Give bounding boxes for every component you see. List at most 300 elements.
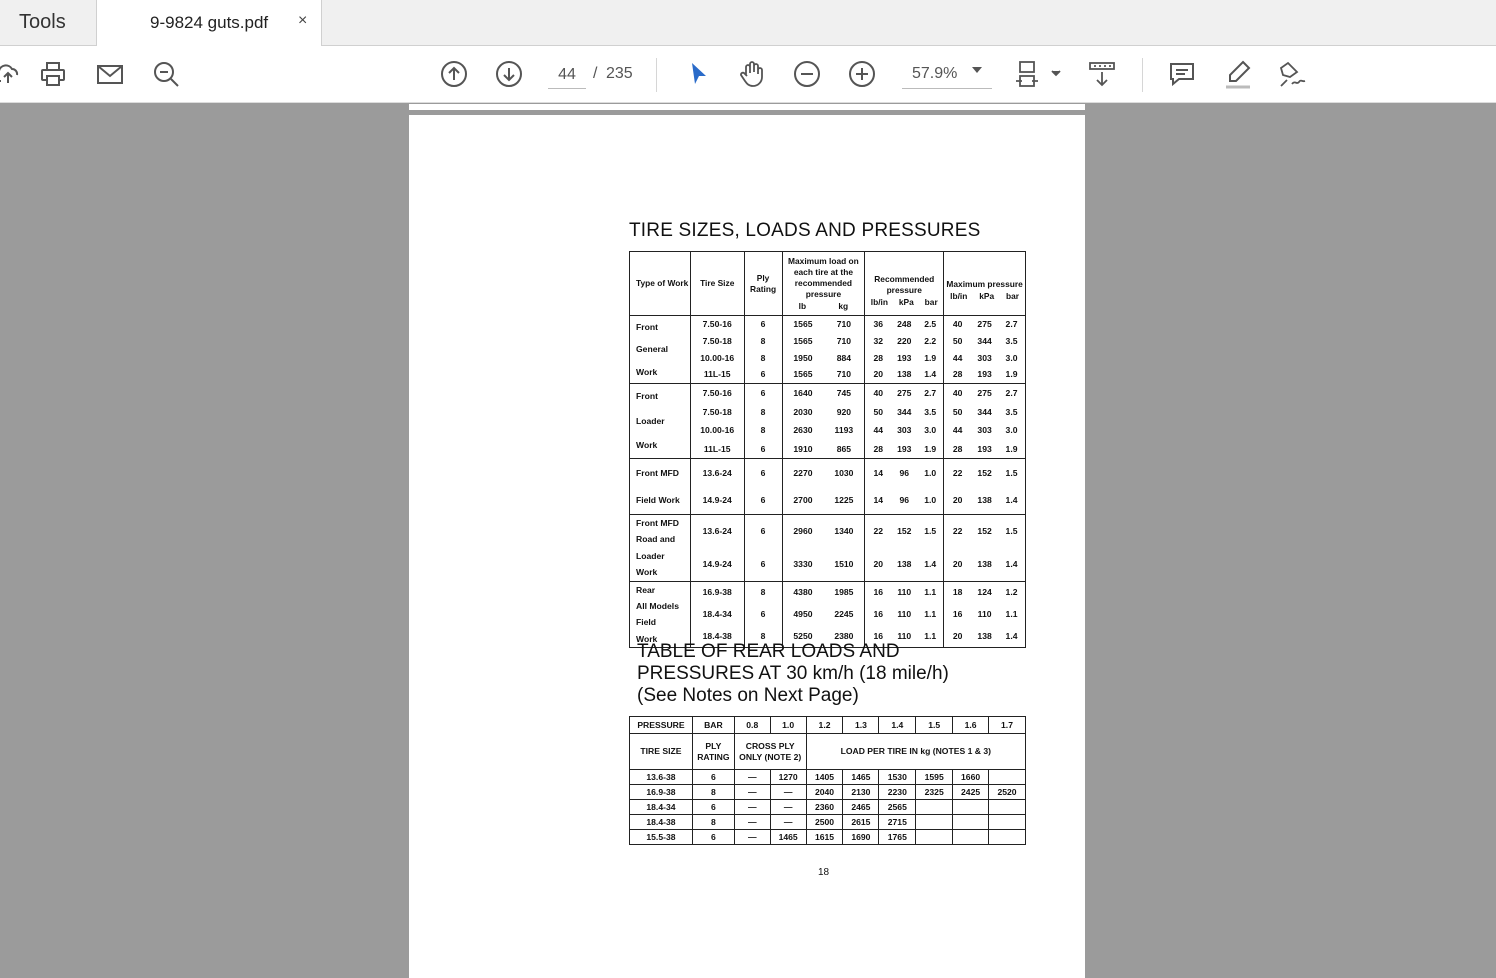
work-type-label: Front MFD [636, 518, 679, 528]
cell-value: 1510 [834, 559, 854, 570]
cell-value: 8 [760, 406, 766, 417]
data-cell [782, 459, 865, 515]
table-cell: — [734, 800, 770, 815]
cell-value: 2.7 [1005, 388, 1018, 399]
page-title: TIRE SIZES, LOADS AND PRESSURES [629, 220, 981, 241]
table-header-row [630, 252, 1026, 316]
sign-icon[interactable] [1277, 58, 1309, 90]
data-cell [744, 515, 782, 582]
fit-page-icon[interactable] [1014, 58, 1062, 90]
cell-value: 22 [952, 526, 963, 537]
table-cell: 2465 [843, 800, 879, 815]
data-cell [744, 459, 782, 515]
table-cell: 2715 [879, 815, 916, 830]
cross-ply-header: CROSS PLY ONLY (NOTE 2) [734, 734, 806, 770]
col-header: Type of Work [630, 252, 691, 316]
table-cell: 1465 [843, 770, 879, 785]
table-cell: 2615 [843, 815, 879, 830]
zoom-out-icon[interactable] [791, 58, 823, 90]
title-line: (See Notes on Next Page) [637, 685, 859, 706]
table-cell: 2520 [989, 785, 1026, 800]
cell-value: 40 [952, 388, 963, 399]
cell-value: 8 [760, 425, 766, 436]
work-type-cell [630, 581, 691, 648]
table-row-group [630, 316, 1026, 384]
cell-value: 32 [873, 335, 884, 346]
zoom-value: 57.9% [912, 65, 958, 82]
cell-value: 1.1 [924, 631, 937, 642]
data-cell [690, 316, 744, 384]
data-cell [782, 316, 865, 384]
work-type-label: Front [636, 321, 658, 332]
table-cell: 1530 [879, 770, 916, 785]
table-cell: 1270 [770, 770, 806, 785]
cell-value: 14.9-24 [702, 495, 732, 506]
search-zoom-icon[interactable] [150, 58, 182, 90]
work-type-label: Work [636, 567, 658, 578]
cell-value: 2270 [793, 467, 813, 478]
page-up-icon[interactable] [438, 58, 470, 90]
work-type-label: Front [636, 391, 658, 402]
table-cell: 1595 [916, 770, 953, 785]
email-icon[interactable] [94, 58, 126, 90]
cell-value: 745 [836, 388, 852, 399]
cell-value: 138 [977, 559, 992, 570]
table-row [630, 785, 1026, 800]
hand-icon[interactable] [736, 58, 768, 90]
cell-value: 16.9-38 [702, 587, 732, 598]
scroll-mode-icon[interactable] [1086, 58, 1118, 90]
cell-value: 1.0 [924, 467, 937, 478]
work-type-label: Front MFD [636, 467, 679, 478]
table-cell: 18.4-38 [630, 815, 693, 830]
cell-value: 124 [977, 587, 992, 598]
cell-value: 1565 [793, 319, 813, 330]
cell-value: 1.0 [924, 495, 937, 506]
table-cell [953, 815, 989, 830]
cell-value: 3.5 [1005, 335, 1018, 346]
data-cell [865, 459, 944, 515]
cell-value: 1225 [834, 495, 854, 506]
cell-value: 3.5 [924, 406, 937, 417]
cell-value: 1985 [834, 587, 854, 598]
comment-icon[interactable] [1166, 58, 1198, 90]
cell-value: 1340 [834, 526, 854, 537]
table-cell: 2325 [916, 785, 953, 800]
cell-value: 110 [897, 631, 912, 642]
work-type-label: Field [636, 617, 657, 628]
work-type-cell [630, 316, 691, 384]
cell-value: 6 [760, 526, 766, 537]
cell-value: 152 [897, 526, 912, 537]
table-cell: 8 [692, 785, 734, 800]
cell-value: 1.5 [1005, 526, 1018, 537]
cell-value: 1.9 [1005, 369, 1018, 380]
cell-value: 1.4 [1005, 631, 1018, 642]
cell-value: 8 [760, 352, 766, 363]
work-type-label: Road and [636, 534, 676, 545]
data-cell [744, 316, 782, 384]
work-type-label: General [636, 344, 669, 355]
cell-value: 1565 [793, 369, 813, 380]
table-cell: 6 [692, 830, 734, 845]
cell-value: 275 [977, 388, 992, 399]
table-cell: 2130 [843, 785, 879, 800]
cell-value: 1.4 [924, 369, 937, 380]
cell-value: 193 [977, 369, 992, 380]
unit-label: kPa [979, 291, 995, 301]
title-line: PRESSURES AT 30 km/h (18 mile/h) [637, 663, 949, 684]
table-cell: 18.4-34 [630, 800, 693, 815]
cell-value: 193 [977, 443, 992, 454]
cell-value: 11L-15 [703, 369, 731, 380]
tab-document-label: 9-9824 guts.pdf [150, 13, 269, 32]
cell-value: 2630 [793, 425, 813, 436]
tab-close-button[interactable]: × [298, 12, 308, 29]
cell-value: 1640 [793, 388, 813, 399]
cell-value: 6 [760, 609, 766, 620]
cell-value: 303 [977, 425, 992, 436]
data-cell [865, 384, 944, 459]
cell-value: 16 [952, 609, 963, 620]
table-cell: — [734, 815, 770, 830]
cell-value: 44 [952, 352, 963, 363]
unit-label: bar [924, 296, 938, 307]
work-type-label: Loader [636, 550, 665, 561]
cell-value: 6 [760, 388, 766, 399]
pdf-page [409, 115, 1085, 978]
cell-value: 920 [836, 406, 852, 417]
table-cell: 2040 [806, 785, 843, 800]
table-cell [916, 815, 953, 830]
table-row-group [630, 384, 1026, 459]
data-cell [690, 459, 744, 515]
table-cell [989, 815, 1026, 830]
data-cell [690, 581, 744, 648]
work-type-label: Work [636, 440, 658, 451]
bar-label: BAR [692, 717, 734, 734]
data-cell [782, 384, 865, 459]
cell-value: 20 [952, 559, 963, 570]
table-cell: 2500 [806, 815, 843, 830]
table-row-group [630, 515, 1026, 582]
pressure-value: 1.6 [953, 717, 989, 734]
cell-value: 44 [873, 425, 884, 436]
table-cell: 6 [692, 770, 734, 785]
cell-value: 710 [836, 369, 852, 380]
cell-value: 1.4 [1005, 495, 1018, 506]
cell-value: 344 [977, 335, 992, 346]
table-cell: 1765 [879, 830, 916, 845]
cell-value: 275 [897, 388, 912, 399]
tab-tools[interactable]: Tools [0, 0, 97, 45]
ply-rating-header: PLY RATING [692, 734, 734, 770]
cell-value: 1910 [793, 443, 813, 454]
data-cell [865, 316, 944, 384]
cell-value: 138 [977, 495, 992, 506]
cell-value: 10.00-16 [700, 425, 735, 436]
cell-value: 96 [899, 495, 910, 506]
data-cell [944, 459, 1026, 515]
cell-value: 22 [952, 467, 963, 478]
work-type-label: Field Work [636, 495, 680, 506]
cell-value: 20 [952, 495, 963, 506]
cell-value: 2.7 [1005, 319, 1018, 330]
cell-value: 4380 [793, 587, 813, 598]
cell-value: 110 [897, 587, 912, 598]
cell-value: 275 [977, 319, 992, 330]
cell-value: 1.2 [1005, 587, 1018, 598]
page-down-icon[interactable] [493, 58, 525, 90]
unit-label: kPa [898, 296, 914, 307]
pressure-value: 1.7 [989, 717, 1026, 734]
page-number-input[interactable] [548, 61, 586, 89]
cell-value: 1.1 [1005, 609, 1018, 620]
table-cell: 1690 [843, 830, 879, 845]
cell-value: 7.50-16 [702, 319, 732, 330]
cell-value: 14.9-24 [702, 559, 732, 570]
data-cell [782, 581, 865, 648]
cell-value: 110 [977, 609, 992, 620]
cell-value: 303 [897, 425, 912, 436]
cell-value: 2.2 [924, 335, 937, 346]
unit-label: lb/in [950, 291, 968, 301]
zoom-select[interactable] [902, 61, 992, 89]
cell-value: 13.6-24 [702, 467, 732, 478]
cell-value: 1.4 [1005, 559, 1018, 570]
data-cell [782, 515, 865, 582]
cell-value: 8 [760, 587, 766, 598]
unit-label: lb/in [870, 296, 888, 307]
table-cell [916, 800, 953, 815]
pressure-value: 1.0 [770, 717, 806, 734]
load-header: LOAD PER TIRE IN kg (NOTES 1 & 3) [806, 734, 1025, 770]
cell-value: 2700 [793, 495, 813, 506]
data-cell [690, 384, 744, 459]
table-cell [916, 830, 953, 845]
cell-value: 2960 [793, 526, 813, 537]
chevron-down-icon[interactable] [972, 67, 982, 73]
table-row [630, 800, 1026, 815]
table-row-group [630, 581, 1026, 648]
cell-value: 6 [760, 369, 766, 380]
cell-value: 1950 [793, 352, 813, 363]
highlight-icon[interactable] [1222, 58, 1254, 90]
table-cell: 2565 [879, 800, 916, 815]
cell-value: 20 [952, 631, 963, 642]
col-header-label: Maximum pressure [946, 279, 1023, 289]
title-line: TABLE OF REAR LOADS AND [637, 641, 900, 662]
select-cursor-icon[interactable] [682, 58, 714, 90]
col-header-label: Maximum load on each tire at the recommended pressure [788, 255, 859, 299]
table-cell: 1465 [770, 830, 806, 845]
cell-value: 2.7 [924, 388, 937, 399]
cell-value: 6 [760, 319, 766, 330]
cell-value: 710 [836, 319, 852, 330]
cell-value: 344 [977, 406, 992, 417]
pressure-value: 0.8 [734, 717, 770, 734]
cell-value: 20 [873, 559, 884, 570]
cell-value: 193 [897, 352, 912, 363]
cell-value: 1030 [834, 467, 854, 478]
cell-value: 110 [897, 609, 912, 620]
table-cell: 2230 [879, 785, 916, 800]
data-cell [865, 581, 944, 648]
cell-value: 7.50-16 [702, 388, 732, 399]
work-type-label: Work [636, 633, 658, 644]
cell-value: 40 [952, 319, 963, 330]
cell-value: 16 [873, 631, 884, 642]
cell-value: 16 [873, 587, 884, 598]
data-cell [944, 316, 1026, 384]
tire-table [629, 251, 1026, 648]
table-cell: 2360 [806, 800, 843, 815]
cell-value: 1.9 [924, 443, 937, 454]
table-row [630, 770, 1026, 785]
cell-value: 20 [873, 369, 884, 380]
cell-value: 1.5 [1005, 467, 1018, 478]
table-row [630, 830, 1026, 845]
work-type-cell [630, 515, 691, 582]
tire-size-header: TIRE SIZE [630, 734, 693, 770]
cell-value: 7.50-18 [702, 406, 732, 417]
cell-value: 3.5 [1005, 406, 1018, 417]
cell-value: 884 [836, 352, 852, 363]
cell-value: 1.9 [1005, 443, 1018, 454]
cell-value: 6 [760, 443, 766, 454]
table-cell [989, 830, 1026, 845]
cell-value: 36 [873, 319, 884, 330]
col-header [782, 252, 865, 316]
table-cell: — [734, 830, 770, 845]
cell-value: 10.00-16 [700, 352, 735, 363]
cell-value: 3.0 [924, 425, 937, 436]
pressure-value: 1.2 [806, 717, 843, 734]
unit-label: kg [838, 300, 849, 311]
cell-value: 1565 [793, 335, 813, 346]
work-type-label: Work [636, 366, 658, 377]
cell-value: 28 [873, 443, 884, 454]
cell-value: 18 [952, 587, 963, 598]
tab-bar [0, 0, 1496, 46]
document-viewer[interactable] [0, 104, 1496, 978]
cell-value: 8 [760, 631, 766, 642]
cell-value: 13.6-24 [702, 526, 732, 537]
divider [1142, 58, 1143, 92]
table-row-group [630, 459, 1026, 515]
data-cell [944, 384, 1026, 459]
table-cell: 6 [692, 800, 734, 815]
cell-value: 14 [873, 495, 884, 506]
cell-value: 16 [873, 609, 884, 620]
cell-value: 44 [952, 425, 963, 436]
cell-value: 220 [897, 335, 912, 346]
cell-value: 1.5 [924, 526, 937, 537]
cell-value: 3330 [793, 559, 813, 570]
table-cell: — [734, 770, 770, 785]
pressure-value: 1.4 [879, 717, 916, 734]
cell-value: 50 [873, 406, 884, 417]
work-type-label: Loader [636, 415, 665, 426]
cell-value: 6 [760, 467, 766, 478]
cell-value: 96 [899, 467, 910, 478]
work-type-cell [630, 384, 691, 459]
cell-value: 6 [760, 495, 766, 506]
table2-title [637, 641, 949, 707]
cell-value: 1.1 [924, 609, 937, 620]
cell-value: 2.5 [924, 319, 937, 330]
table-row [630, 815, 1026, 830]
col-header [944, 252, 1026, 316]
cell-value: 22 [873, 526, 884, 537]
cell-value: 2030 [793, 406, 813, 417]
cell-value: 248 [897, 319, 912, 330]
cell-value: 3.0 [1005, 352, 1018, 363]
zoom-in-icon[interactable] [846, 58, 878, 90]
table-cell: 1405 [806, 770, 843, 785]
cell-value: 193 [897, 443, 912, 454]
total-pages: 235 [606, 65, 633, 82]
cell-value: 1193 [834, 425, 854, 436]
table-header-row [630, 734, 1026, 770]
cell-value: 152 [977, 526, 992, 537]
cell-value: 28 [952, 369, 963, 380]
table-cell: 16.9-38 [630, 785, 693, 800]
table-cell: 13.6-38 [630, 770, 693, 785]
col-header [865, 252, 944, 316]
toolbar [0, 46, 1496, 103]
cell-value: 2245 [834, 609, 854, 620]
previous-page-edge [409, 104, 1085, 110]
cell-value: 1.9 [924, 352, 937, 363]
col-header: Ply Rating [744, 252, 782, 316]
cell-value: 865 [836, 443, 852, 454]
cell-value: 5250 [793, 631, 813, 642]
cell-value: 50 [952, 406, 963, 417]
cell-value: 50 [952, 335, 963, 346]
table-cell: — [770, 815, 806, 830]
cell-value: 1.4 [924, 559, 937, 570]
upload-icon[interactable] [0, 58, 24, 90]
table-cell: — [770, 785, 806, 800]
cell-value: 138 [897, 369, 912, 380]
table-cell: — [734, 785, 770, 800]
rear-loads-table [629, 716, 1026, 845]
cell-value: 138 [897, 559, 912, 570]
table-cell: — [770, 800, 806, 815]
unit-label: lb [798, 300, 807, 311]
print-icon[interactable] [37, 58, 69, 90]
cell-value: 152 [977, 467, 992, 478]
table-cell: 1660 [953, 770, 989, 785]
page-number: 18 [818, 867, 830, 878]
cell-value: 138 [977, 631, 992, 642]
cell-value: 303 [977, 352, 992, 363]
page-separator: / [593, 65, 598, 82]
table-cell [989, 800, 1026, 815]
table-cell [989, 770, 1026, 785]
table-cell: 15.5-38 [630, 830, 693, 845]
table-cell: 2425 [953, 785, 989, 800]
cell-value: 28 [952, 443, 963, 454]
tab-document[interactable] [97, 0, 322, 46]
table-cell: 1615 [806, 830, 843, 845]
cell-value: 18.4-38 [702, 631, 732, 642]
table-cell [953, 800, 989, 815]
pressure-label: PRESSURE [630, 717, 693, 734]
cell-value: 710 [836, 335, 852, 346]
cell-value: 1.1 [924, 587, 937, 598]
